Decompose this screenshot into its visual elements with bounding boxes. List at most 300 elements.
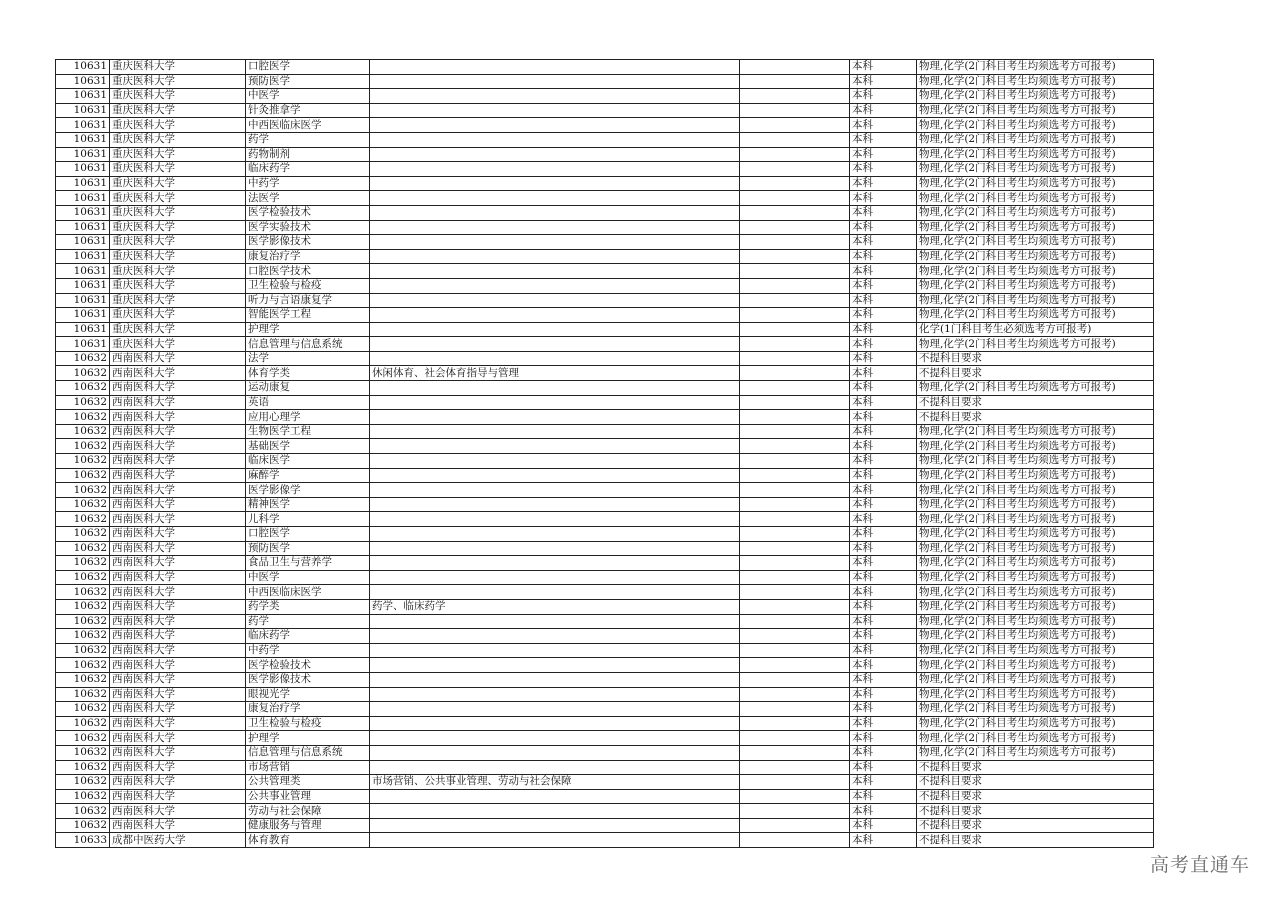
- table-row: [56, 235, 1154, 250]
- table-row: [56, 89, 1154, 104]
- major-name-cell: 体育学类: [246, 366, 370, 381]
- table-row: [56, 585, 1154, 600]
- level-cell: 本科: [850, 395, 917, 410]
- table-row: [56, 176, 1154, 191]
- table-row: [56, 395, 1154, 410]
- major-includes-cell: [370, 205, 740, 220]
- major-includes-cell: [370, 278, 740, 293]
- school-name-cell: 成都中医药大学: [110, 833, 246, 848]
- major-includes-cell: [370, 235, 740, 250]
- school-code-cell: 10632: [56, 614, 110, 629]
- level-cell: 本科: [850, 249, 917, 264]
- level-cell: 本科: [850, 833, 917, 848]
- major-name-cell: 康复治疗学: [246, 249, 370, 264]
- major-name-cell: 针灸推拿学: [246, 103, 370, 118]
- major-name-cell: 中医学: [246, 570, 370, 585]
- school-code-cell: 10632: [56, 512, 110, 527]
- major-name-cell: 健康服务与管理: [246, 818, 370, 833]
- major-name-cell: 食品卫生与营养学: [246, 556, 370, 571]
- school-name-cell: 重庆医科大学: [110, 103, 246, 118]
- school-code-cell: 10631: [56, 264, 110, 279]
- level-cell: 本科: [850, 702, 917, 717]
- major-includes-cell: [370, 658, 740, 673]
- level-cell: 本科: [850, 162, 917, 177]
- major-name-cell: 口腔医学: [246, 60, 370, 75]
- table-row: [56, 804, 1154, 819]
- major-name-cell: 信息管理与信息系统: [246, 337, 370, 352]
- table-row: [56, 454, 1154, 469]
- major-includes-cell: [370, 643, 740, 658]
- subject-requirement-cell: 物理,化学(2门科目考生均须选考方可报考): [917, 497, 1154, 512]
- remark-cell: [740, 454, 850, 469]
- school-code-cell: 10632: [56, 629, 110, 644]
- subject-requirement-cell: 物理,化学(2门科目考生均须选考方可报考): [917, 570, 1154, 585]
- remark-cell: [740, 381, 850, 396]
- school-name-cell: 重庆医科大学: [110, 220, 246, 235]
- remark-cell: [740, 249, 850, 264]
- school-name-cell: 重庆医科大学: [110, 235, 246, 250]
- major-name-cell: 基础医学: [246, 439, 370, 454]
- subject-requirement-cell: 物理,化学(2门科目考生均须选考方可报考): [917, 220, 1154, 235]
- subject-requirement-cell: 物理,化学(2门科目考生均须选考方可报考): [917, 147, 1154, 162]
- school-code-cell: 10632: [56, 381, 110, 396]
- table-row: [56, 162, 1154, 177]
- school-name-cell: 重庆医科大学: [110, 176, 246, 191]
- school-code-cell: 10632: [56, 731, 110, 746]
- remark-cell: [740, 804, 850, 819]
- school-code-cell: 10631: [56, 278, 110, 293]
- level-cell: 本科: [850, 556, 917, 571]
- major-includes-cell: [370, 220, 740, 235]
- level-cell: 本科: [850, 74, 917, 89]
- subject-requirement-cell: 物理,化学(2门科目考生均须选考方可报考): [917, 702, 1154, 717]
- school-name-cell: 重庆医科大学: [110, 264, 246, 279]
- major-name-cell: 应用心理学: [246, 410, 370, 425]
- remark-cell: [740, 89, 850, 104]
- level-cell: 本科: [850, 614, 917, 629]
- subject-requirement-cell: 物理,化学(2门科目考生均须选考方可报考): [917, 264, 1154, 279]
- school-name-cell: 西南医科大学: [110, 570, 246, 585]
- level-cell: 本科: [850, 658, 917, 673]
- remark-cell: [740, 337, 850, 352]
- major-includes-cell: [370, 351, 740, 366]
- major-includes-cell: [370, 541, 740, 556]
- school-code-cell: 10632: [56, 804, 110, 819]
- subject-requirement-cell: 不提科目要求: [917, 366, 1154, 381]
- table-row: [56, 643, 1154, 658]
- school-code-cell: 10631: [56, 162, 110, 177]
- major-includes-cell: [370, 702, 740, 717]
- table-row: [56, 483, 1154, 498]
- school-name-cell: 重庆医科大学: [110, 278, 246, 293]
- school-name-cell: 西南医科大学: [110, 745, 246, 760]
- major-includes-cell: [370, 308, 740, 323]
- school-code-cell: 10633: [56, 833, 110, 848]
- admission-requirements-table: [55, 59, 1154, 848]
- school-code-cell: 10632: [56, 789, 110, 804]
- table-row: [56, 74, 1154, 89]
- subject-requirement-cell: 物理,化学(2门科目考生均须选考方可报考): [917, 424, 1154, 439]
- major-name-cell: 公共管理类: [246, 775, 370, 790]
- remark-cell: [740, 410, 850, 425]
- major-name-cell: 中西医临床医学: [246, 585, 370, 600]
- level-cell: 本科: [850, 191, 917, 206]
- remark-cell: [740, 497, 850, 512]
- school-name-cell: 西南医科大学: [110, 687, 246, 702]
- school-name-cell: 重庆医科大学: [110, 337, 246, 352]
- school-code-cell: 10632: [56, 454, 110, 469]
- table-row: [56, 702, 1154, 717]
- level-cell: 本科: [850, 264, 917, 279]
- remark-cell: [740, 424, 850, 439]
- remark-cell: [740, 687, 850, 702]
- school-name-cell: 重庆医科大学: [110, 60, 246, 75]
- major-includes-cell: 休闲体育、社会体育指导与管理: [370, 366, 740, 381]
- school-name-cell: 西南医科大学: [110, 454, 246, 469]
- major-name-cell: 市场营销: [246, 760, 370, 775]
- school-name-cell: 西南医科大学: [110, 483, 246, 498]
- subject-requirement-cell: 化学(1门科目考生必须选考方可报考): [917, 322, 1154, 337]
- major-includes-cell: 市场营销、公共事业管理、劳动与社会保障: [370, 775, 740, 790]
- school-code-cell: 10632: [56, 643, 110, 658]
- school-code-cell: 10631: [56, 118, 110, 133]
- major-name-cell: 临床医学: [246, 454, 370, 469]
- remark-cell: [740, 322, 850, 337]
- school-code-cell: 10632: [56, 672, 110, 687]
- table-row: [56, 716, 1154, 731]
- major-includes-cell: [370, 264, 740, 279]
- watermark-text: 高考直通车: [1149, 854, 1250, 876]
- school-name-cell: 西南医科大学: [110, 702, 246, 717]
- remark-cell: [740, 541, 850, 556]
- major-name-cell: 中西医临床医学: [246, 118, 370, 133]
- table-row: [56, 147, 1154, 162]
- major-name-cell: 公共事业管理: [246, 789, 370, 804]
- school-name-cell: 西南医科大学: [110, 643, 246, 658]
- school-code-cell: 10631: [56, 89, 110, 104]
- level-cell: 本科: [850, 804, 917, 819]
- level-cell: 本科: [850, 118, 917, 133]
- major-name-cell: 预防医学: [246, 541, 370, 556]
- subject-requirement-cell: 不提科目要求: [917, 833, 1154, 848]
- major-includes-cell: [370, 337, 740, 352]
- school-code-cell: 10632: [56, 366, 110, 381]
- school-name-cell: 西南医科大学: [110, 672, 246, 687]
- table-body: [56, 60, 1154, 848]
- major-includes-cell: [370, 89, 740, 104]
- school-code-cell: 10632: [56, 599, 110, 614]
- subject-requirement-cell: 不提科目要求: [917, 789, 1154, 804]
- school-name-cell: 西南医科大学: [110, 760, 246, 775]
- table-row: [56, 191, 1154, 206]
- major-name-cell: 医学影像技术: [246, 235, 370, 250]
- subject-requirement-cell: 物理,化学(2门科目考生均须选考方可报考): [917, 672, 1154, 687]
- subject-requirement-cell: 物理,化学(2门科目考生均须选考方可报考): [917, 308, 1154, 323]
- school-code-cell: 10631: [56, 308, 110, 323]
- remark-cell: [740, 775, 850, 790]
- level-cell: 本科: [850, 366, 917, 381]
- school-code-cell: 10631: [56, 176, 110, 191]
- remark-cell: [740, 716, 850, 731]
- level-cell: 本科: [850, 512, 917, 527]
- major-name-cell: 精神医学: [246, 497, 370, 512]
- remark-cell: [740, 483, 850, 498]
- major-name-cell: 护理学: [246, 322, 370, 337]
- table-row: [56, 775, 1154, 790]
- school-name-cell: 西南医科大学: [110, 424, 246, 439]
- level-cell: 本科: [850, 410, 917, 425]
- major-name-cell: 法医学: [246, 191, 370, 206]
- school-code-cell: 10631: [56, 191, 110, 206]
- remark-cell: [740, 351, 850, 366]
- subject-requirement-cell: 物理,化学(2门科目考生均须选考方可报考): [917, 512, 1154, 527]
- subject-requirement-cell: 不提科目要求: [917, 395, 1154, 410]
- school-code-cell: 10631: [56, 205, 110, 220]
- major-name-cell: 康复治疗学: [246, 702, 370, 717]
- table-row: [56, 760, 1154, 775]
- table-row: [56, 278, 1154, 293]
- school-name-cell: 西南医科大学: [110, 629, 246, 644]
- school-code-cell: 10631: [56, 74, 110, 89]
- school-name-cell: 西南医科大学: [110, 527, 246, 542]
- school-name-cell: 西南医科大学: [110, 512, 246, 527]
- school-name-cell: 西南医科大学: [110, 497, 246, 512]
- major-name-cell: 智能医学工程: [246, 308, 370, 323]
- major-name-cell: 口腔医学: [246, 527, 370, 542]
- remark-cell: [740, 132, 850, 147]
- remark-cell: [740, 599, 850, 614]
- school-name-cell: 西南医科大学: [110, 658, 246, 673]
- school-name-cell: 重庆医科大学: [110, 293, 246, 308]
- level-cell: 本科: [850, 716, 917, 731]
- major-name-cell: 护理学: [246, 731, 370, 746]
- subject-requirement-cell: 物理,化学(2门科目考生均须选考方可报考): [917, 731, 1154, 746]
- subject-requirement-cell: 不提科目要求: [917, 818, 1154, 833]
- remark-cell: [740, 147, 850, 162]
- school-code-cell: 10632: [56, 439, 110, 454]
- school-name-cell: 重庆医科大学: [110, 162, 246, 177]
- subject-requirement-cell: 不提科目要求: [917, 410, 1154, 425]
- subject-requirement-cell: 物理,化学(2门科目考生均须选考方可报考): [917, 483, 1154, 498]
- major-includes-cell: [370, 424, 740, 439]
- school-name-cell: 重庆医科大学: [110, 147, 246, 162]
- school-name-cell: 重庆医科大学: [110, 132, 246, 147]
- major-includes-cell: [370, 556, 740, 571]
- major-includes-cell: [370, 249, 740, 264]
- school-name-cell: 西南医科大学: [110, 731, 246, 746]
- school-code-cell: 10631: [56, 103, 110, 118]
- level-cell: 本科: [850, 454, 917, 469]
- remark-cell: [740, 60, 850, 75]
- major-includes-cell: [370, 103, 740, 118]
- remark-cell: [740, 468, 850, 483]
- major-includes-cell: [370, 74, 740, 89]
- subject-requirement-cell: 物理,化学(2门科目考生均须选考方可报考): [917, 103, 1154, 118]
- school-code-cell: 10632: [56, 570, 110, 585]
- school-name-cell: 重庆医科大学: [110, 249, 246, 264]
- subject-requirement-cell: 物理,化学(2门科目考生均须选考方可报考): [917, 658, 1154, 673]
- remark-cell: [740, 264, 850, 279]
- remark-cell: [740, 366, 850, 381]
- table-row: [56, 424, 1154, 439]
- school-code-cell: 10632: [56, 585, 110, 600]
- school-name-cell: 西南医科大学: [110, 789, 246, 804]
- major-includes-cell: [370, 527, 740, 542]
- major-name-cell: 体育教育: [246, 833, 370, 848]
- major-name-cell: 生物医学工程: [246, 424, 370, 439]
- school-name-cell: 重庆医科大学: [110, 205, 246, 220]
- school-code-cell: 10631: [56, 337, 110, 352]
- school-code-cell: 10631: [56, 322, 110, 337]
- remark-cell: [740, 235, 850, 250]
- subject-requirement-cell: 物理,化学(2门科目考生均须选考方可报考): [917, 176, 1154, 191]
- table-row: [56, 410, 1154, 425]
- major-includes-cell: [370, 716, 740, 731]
- school-name-cell: 西南医科大学: [110, 351, 246, 366]
- table-row: [56, 118, 1154, 133]
- remark-cell: [740, 395, 850, 410]
- remark-cell: [740, 205, 850, 220]
- major-name-cell: 药学: [246, 614, 370, 629]
- major-includes-cell: [370, 60, 740, 75]
- school-name-cell: 西南医科大学: [110, 468, 246, 483]
- major-name-cell: 卫生检验与检疫: [246, 716, 370, 731]
- major-name-cell: 中药学: [246, 643, 370, 658]
- major-includes-cell: [370, 585, 740, 600]
- table-row: [56, 337, 1154, 352]
- major-includes-cell: [370, 731, 740, 746]
- table-row: [56, 322, 1154, 337]
- major-includes-cell: [370, 789, 740, 804]
- major-includes-cell: [370, 395, 740, 410]
- school-name-cell: 西南医科大学: [110, 804, 246, 819]
- level-cell: 本科: [850, 103, 917, 118]
- major-includes-cell: [370, 672, 740, 687]
- school-code-cell: 10632: [56, 468, 110, 483]
- level-cell: 本科: [850, 643, 917, 658]
- major-name-cell: 听力与言语康复学: [246, 293, 370, 308]
- school-name-cell: 西南医科大学: [110, 775, 246, 790]
- school-name-cell: 西南医科大学: [110, 716, 246, 731]
- subject-requirement-cell: 物理,化学(2门科目考生均须选考方可报考): [917, 162, 1154, 177]
- major-name-cell: 英语: [246, 395, 370, 410]
- school-code-cell: 10632: [56, 760, 110, 775]
- subject-requirement-cell: 物理,化学(2门科目考生均须选考方可报考): [917, 585, 1154, 600]
- level-cell: 本科: [850, 745, 917, 760]
- subject-requirement-cell: 物理,化学(2门科目考生均须选考方可报考): [917, 599, 1154, 614]
- level-cell: 本科: [850, 424, 917, 439]
- table-row: [56, 439, 1154, 454]
- remark-cell: [740, 527, 850, 542]
- major-includes-cell: [370, 191, 740, 206]
- remark-cell: [740, 833, 850, 848]
- subject-requirement-cell: 物理,化学(2门科目考生均须选考方可报考): [917, 381, 1154, 396]
- remark-cell: [740, 745, 850, 760]
- subject-requirement-cell: 物理,化学(2门科目考生均须选考方可报考): [917, 293, 1154, 308]
- major-includes-cell: [370, 147, 740, 162]
- table-row: [56, 833, 1154, 848]
- major-includes-cell: [370, 614, 740, 629]
- level-cell: 本科: [850, 497, 917, 512]
- subject-requirement-cell: 物理,化学(2门科目考生均须选考方可报考): [917, 556, 1154, 571]
- subject-requirement-cell: 不提科目要求: [917, 775, 1154, 790]
- school-name-cell: 重庆医科大学: [110, 89, 246, 104]
- remark-cell: [740, 439, 850, 454]
- table-row: [56, 220, 1154, 235]
- major-includes-cell: [370, 804, 740, 819]
- major-name-cell: 劳动与社会保障: [246, 804, 370, 819]
- table-row: [56, 658, 1154, 673]
- school-name-cell: 西南医科大学: [110, 614, 246, 629]
- remark-cell: [740, 658, 850, 673]
- major-includes-cell: [370, 293, 740, 308]
- school-name-cell: 西南医科大学: [110, 818, 246, 833]
- table-row: [56, 556, 1154, 571]
- table-row: [56, 351, 1154, 366]
- school-code-cell: 10632: [56, 541, 110, 556]
- table-row: [56, 205, 1154, 220]
- subject-requirement-cell: 物理,化学(2门科目考生均须选考方可报考): [917, 60, 1154, 75]
- major-name-cell: 预防医学: [246, 74, 370, 89]
- subject-requirement-cell: 不提科目要求: [917, 351, 1154, 366]
- major-name-cell: 运动康复: [246, 381, 370, 396]
- level-cell: 本科: [850, 381, 917, 396]
- table-row: [56, 132, 1154, 147]
- level-cell: 本科: [850, 775, 917, 790]
- table-row: [56, 468, 1154, 483]
- remark-cell: [740, 614, 850, 629]
- level-cell: 本科: [850, 132, 917, 147]
- school-code-cell: 10632: [56, 658, 110, 673]
- level-cell: 本科: [850, 308, 917, 323]
- remark-cell: [740, 162, 850, 177]
- remark-cell: [740, 570, 850, 585]
- major-includes-cell: [370, 118, 740, 133]
- subject-requirement-cell: 物理,化学(2门科目考生均须选考方可报考): [917, 643, 1154, 658]
- table-row: [56, 599, 1154, 614]
- school-name-cell: 西南医科大学: [110, 585, 246, 600]
- level-cell: 本科: [850, 527, 917, 542]
- school-name-cell: 重庆医科大学: [110, 74, 246, 89]
- school-name-cell: 西南医科大学: [110, 366, 246, 381]
- school-code-cell: 10632: [56, 410, 110, 425]
- level-cell: 本科: [850, 483, 917, 498]
- subject-requirement-cell: 物理,化学(2门科目考生均须选考方可报考): [917, 118, 1154, 133]
- major-name-cell: 信息管理与信息系统: [246, 745, 370, 760]
- major-includes-cell: [370, 760, 740, 775]
- table-row: [56, 381, 1154, 396]
- major-includes-cell: [370, 381, 740, 396]
- school-code-cell: 10631: [56, 60, 110, 75]
- remark-cell: [740, 512, 850, 527]
- level-cell: 本科: [850, 322, 917, 337]
- subject-requirement-cell: 物理,化学(2门科目考生均须选考方可报考): [917, 541, 1154, 556]
- table-row: [56, 789, 1154, 804]
- level-cell: 本科: [850, 439, 917, 454]
- major-name-cell: 药物制剂: [246, 147, 370, 162]
- table-row: [56, 512, 1154, 527]
- subject-requirement-cell: 物理,化学(2门科目考生均须选考方可报考): [917, 745, 1154, 760]
- remark-cell: [740, 293, 850, 308]
- remark-cell: [740, 308, 850, 323]
- subject-requirement-cell: 物理,化学(2门科目考生均须选考方可报考): [917, 527, 1154, 542]
- major-includes-cell: [370, 629, 740, 644]
- level-cell: 本科: [850, 278, 917, 293]
- table-row: [56, 687, 1154, 702]
- major-includes-cell: [370, 497, 740, 512]
- remark-cell: [740, 731, 850, 746]
- remark-cell: [740, 118, 850, 133]
